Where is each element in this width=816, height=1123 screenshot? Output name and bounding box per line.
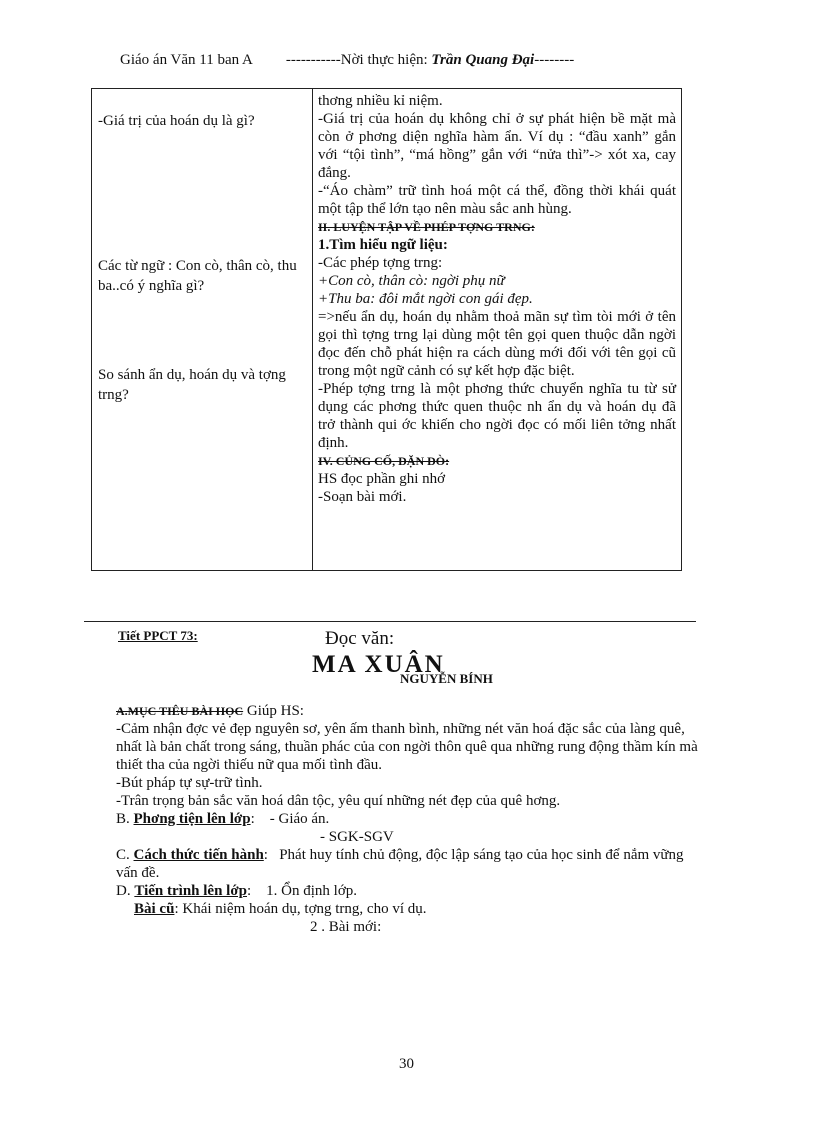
section-d-label: Tiến trình lên lớp — [134, 883, 247, 899]
section-b-item: - SGK-SGV — [320, 829, 394, 845]
section-b-item: - Giáo án. — [269, 811, 330, 827]
section-divider — [84, 621, 696, 622]
header-course: Giáo án Văn 11 ban A — [120, 52, 253, 68]
question-2-text: Các từ ngữ : Con cò, thân cò, thu ba..có ý nghĩa gì? — [98, 258, 297, 294]
page-header — [120, 52, 574, 69]
question-column — [92, 89, 313, 571]
question-1: -Giá trị của hoán dụ là gì? — [98, 113, 255, 129]
lesson-body: A.MỤC TIÊU BÀI HỌC Giúp HS: -Cảm nhận đợc vẻ đẹp nguyên sơ, yên ấm thanh bình, những nét văn hoá đặc sắc của làng quê, nhất là bản chất trong sáng, thuần phác của con ngời thôn quê qua những rung động thầm kín mà thiết tha của ngời thiếu nữ qua mối tình đầu. -Bút pháp tự sự-trữ tình. -Trân trọng bản sắc văn hoá dân tộc, yêu quí những nét đẹp của quê hơng. B. Phơng tiện lên lớp: - Giáo án. - SGK-SGV C. Cách thức tiến hành: Phát huy tính chủ động, độc lập sáng tạo của học sinh để nắm vững vấn đề. D. Tiến trình lên lớp: 1. Ổn định lớp. Bài cũ: Khái niệm hoán dụ, tợng trng, cho ví dụ. 2 . Bài mới: — [116, 703, 698, 935]
poem-author: NGUYỄN BÍNH — [400, 671, 493, 686]
goal-line: -Trân trọng bản sắc văn hoá dân tộc, yêu quí những nét đẹp của quê hơng. — [116, 793, 561, 809]
header-author: Trần Quang Đại — [431, 52, 535, 68]
section-heading-review: IV. CỦNG CỐ, DẶN DÒ: — [318, 454, 450, 468]
question-2 — [98, 256, 310, 296]
section-heading-practice: II. LUYỆN TẬP VỀ PHÉP TỢNG TRNG: — [318, 220, 535, 234]
section-d-prefix: D. — [116, 883, 131, 899]
section-c-prefix: C. — [116, 847, 130, 863]
section-c-text: Phát huy tính chủ động, độc lập sáng tạo của học sinh để nắm vững vấn đề. — [116, 847, 684, 881]
question-3: So sánh ẩn dụ, hoán dụ và tợng trng? — [98, 367, 286, 403]
answer-line: -Các phép tợng trng: — [318, 255, 443, 271]
answer-line: -“Áo chàm” trữ tình hoá một cá thể, đồng thời khái quát một tập thể lớn tạo nên màu sắc anh hùng. — [318, 183, 676, 217]
lesson-number: Tiết PPCT 73: — [118, 628, 198, 643]
header-trail: -------- — [534, 52, 575, 68]
previous-lesson-label: Bài cũ — [134, 901, 175, 917]
objectives-heading: A.MỤC TIÊU BÀI HỌC — [116, 704, 244, 718]
header-performer-label: Nời thực hiện: — [340, 52, 428, 68]
answer-line: HS đọc phần ghi nhớ — [318, 471, 446, 487]
poem-title: MA XUÂN — [312, 651, 445, 678]
section-b-prefix: B. — [116, 811, 130, 827]
section-d-step1: 1. Ổn định lớp. — [266, 883, 358, 899]
previous-lesson-text: : Khái niệm hoán dụ, tợng trng, cho ví dụ. — [174, 901, 427, 917]
goal-line: -Bút pháp tự sự-trữ tình. — [116, 775, 263, 791]
answer-line: =>nếu ẩn dụ, hoán dụ nhằm thoả mãn sự tìm tòi mới ở tên gọi thì tợng trng lại dùng một tên gọi quen thuộc dẫn ngời đọc đến chỗ phát hiện ra cách dùng mới đối với tên gọi cũ trong một ngữ cảnh có sự kết hợp đặc biệt. — [318, 309, 676, 379]
header-dashes: ----------- — [285, 52, 341, 68]
page-number: 30 — [399, 1056, 414, 1072]
section-b-label: Phơng tiện lên lớp — [133, 811, 251, 827]
answer-line: -Soạn bài mới. — [318, 489, 407, 505]
goal-line: -Cảm nhận đợc vẻ đẹp nguyên sơ, yên ấm thanh bình, những nét văn hoá đặc sắc của làng quê, nhất là bản chất trong sáng, thuần phác của con ngời thôn quê qua những rung động thầm kín mà thiết tha của ngời thiếu nữ qua mối tình đầu. — [116, 721, 698, 773]
answer-line: -Giá trị của hoán dụ không chỉ ở sự phát hiện bề mặt mà còn ở phơng diện nghĩa hàm ẩn. Ví dụ : “đầu xanh” gắn với “tội tình”, “má hồng” gắn với “nửa thì”-> xót xa, cay đắng. — [318, 111, 676, 181]
new-lesson-step: 2 . Bài mới: — [310, 919, 382, 935]
subheading: 1.Tìm hiểu ngữ liệu: — [318, 237, 448, 253]
reading-label: Đọc văn: — [325, 628, 395, 649]
objectives-tail: Giúp HS: — [246, 703, 304, 719]
answer-block — [318, 92, 676, 506]
answer-line: thơng nhiều kỉ niệm. — [318, 93, 443, 109]
answer-line: -Phép tợng trng là một phơng thức chuyển nghĩa tu từ sử dụng các phơng thức quen thuộc nh ẩn dụ và hoán dụ đã trở thành qui ớc khiến cho ngời đọc có mối liên tởng nhất định. — [318, 381, 676, 451]
section-c-label: Cách thức tiến hành — [133, 847, 264, 863]
answer-line: +Thu ba: đôi mắt ngời con gái đẹp. — [318, 291, 533, 307]
answer-line: +Con cò, thân cò: ngời phụ nữ — [318, 273, 505, 289]
